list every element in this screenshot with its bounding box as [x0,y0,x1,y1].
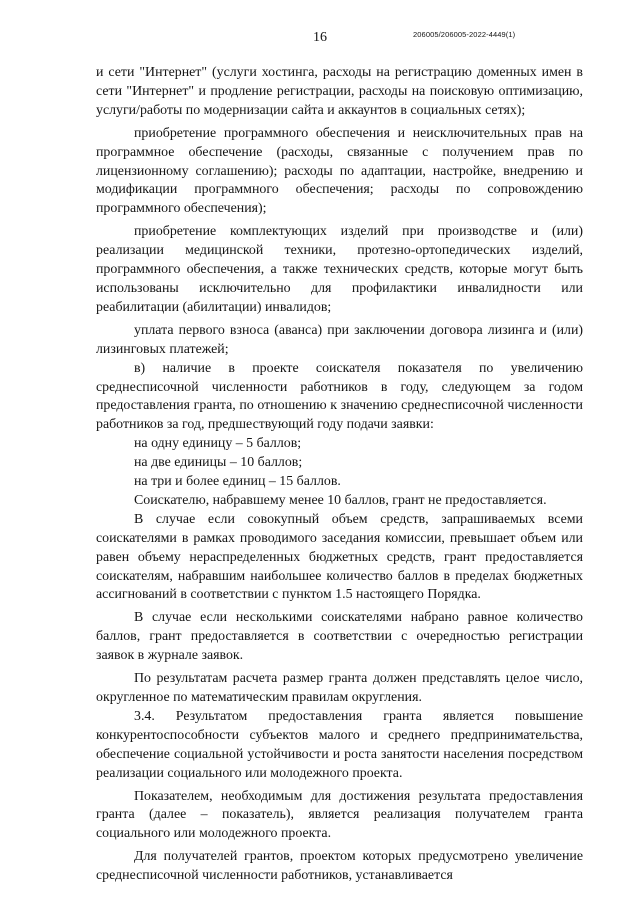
paragraph: приобретение комплектующих изделий при производстве и (или) реализации медицинской техники, протезно-ортопедических изделий, программного обеспечения, а также технических средств, которые могут быть использованы исключительно для профилактики инвалидности или реабилитации (абилитации) инвалидов; [96,224,583,315]
paragraph: По результатам расчета размер гранта должен представлять целое число, округленное по математическим правилам округления. [96,671,583,705]
list-item: на две единицы – 10 баллов; [134,455,303,471]
paragraph: 3.4. Результатом предоставления гранта является повышение конкурентоспособности субъектов малого и среднего предпринимательства, обеспечение социальной устойчивости и роста занятости населения посредством реализации социального или молодежного проекта. [96,708,583,781]
paragraph: Соискателю, набравшему менее 10 баллов, грант не предоставляется. [134,492,547,508]
paragraph: уплата первого взноса (аванса) при заключении договора лизинга и (или) лизинговых платежей; [96,322,583,357]
paragraph: приобретение программного обеспечения и неисключительных прав на программное обеспечение (расходы, связанные с получением прав по лицензионному соглашению); расходы по адаптации, настройке, внедрению и модификации программного обеспечения; расходы по сопровождению программного обеспечения); [96,125,583,217]
paragraph: В случае если несколькими соискателями набрано равное количество баллов, грант предоставляется в соответствии с очередностью регистрации заявок в журнале заявок. [96,610,583,664]
document-id: 206005/206005-2022-4449(1) [413,30,516,39]
paragraph: В случае если совокупный объем средств, запрашиваемых всеми соискателями в рамках проводимого заседания комиссии, превышает объем или равен объему нераспределенных бюджетных средств, грант предоставляется соискателям, набравшим наибольшее количество баллов в пределах бюджетных ассигнований в соответствии с пунктом 1.5 настоящего Порядка. [96,511,583,603]
list-item: на три и более единиц – 15 баллов. [134,474,341,490]
paragraph: и сети "Интернет" (услуги хостинга, расходы на регистрацию доменных имен в сети "Интернет" и продление регистрации, расходы на поисковую оптимизацию, услуги/работы по модернизации сайта и аккаунтов в социальных сетях); [96,65,583,118]
paragraph: Для получателей грантов, проектом которых предусмотрено увеличение среднесписочной численности работников, устанавливается [96,849,583,884]
page-number: 16 [313,30,327,45]
document-body [96,64,583,886]
paragraph: Показателем, необходимым для достижения результата предоставления гранта (далее – показатель), является реализация получателем гранта социального или молодежного проекта. [96,788,583,842]
paragraph: в) наличие в проекте соискателя показателя по увеличению среднесписочной численности работников в году, следующем за годом предоставления гранта, по отношению к значению среднесписочной численности работников за год, предшествующий году подачи заявки: [96,360,583,433]
list-item: на одну единицу – 5 баллов; [134,436,302,452]
